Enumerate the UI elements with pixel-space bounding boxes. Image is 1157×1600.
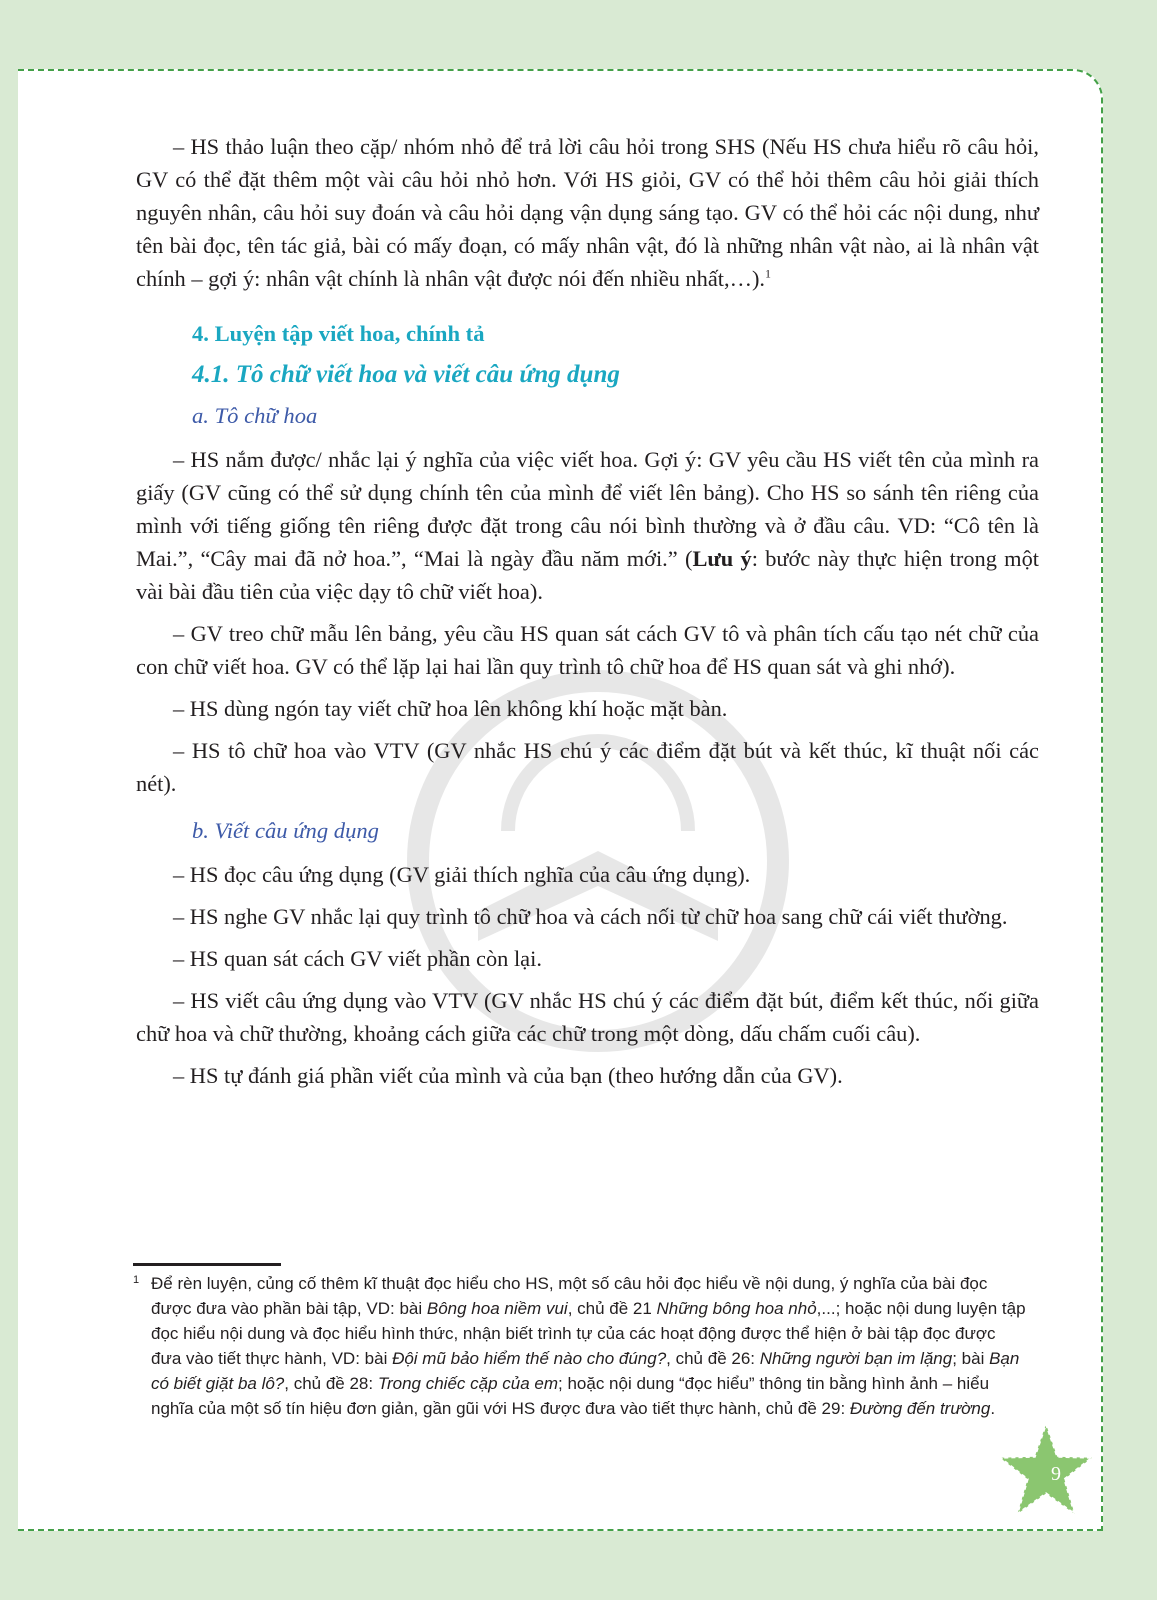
main-content <box>136 130 1039 1092</box>
footnote-divider <box>133 1263 281 1266</box>
footnote-text: Để rèn luyện, củng cố thêm kĩ thuật đọc hiểu cho HS, một số câu hỏi đọc hiểu về nội dung, ý nghĩa của bài đọc được đưa vào phần bài tập, VD: bài Bông hoa niềm vui, chủ đề 21 Những bông hoa nhỏ,...; hoặc nội dung luyện tập đọc hiểu nội dung và đọc hiểu hình thức, nhận biết trình tự của các hoạt động được thể hiện ở bài tập đọc được đưa vào tiết thực hành, VD: bài Đội mũ bảo hiểm thế nào cho đúng?, chủ đề 26: Những người bạn im lặng; bài Bạn có biết giặt ba lô?, chủ đề 28: Trong chiếc cặp của em; hoặc nội dung “đọc hiểu” thông tin bằng hình ảnh – hiểu nghĩa của một số tín hiệu đơn giản, gần gũi với HS được đưa vào tiết thực hành, chủ đề 29: Đường đến trường. <box>151 1274 1026 1418</box>
part-a-paragraph-1: – HS nắm được/ nhắc lại ý nghĩa của việc viết hoa. Gợi ý: GV yêu cầu HS viết tên của mình ra giấy (GV cũng có thể sử dụng chính tên của mình để viết lên bảng). Cho HS so sánh tên riêng của mình với tiếng giống tên riêng được đặt trong câu nói bình thường và ở đầu câu. VD: “Cô tên là Mai.”, “Cây mai đã nở hoa.”, “Mai là ngày đầu năm mới.” (Lưu ý: bước này thực hiện trong một vài bài đầu tiên của việc dạy tô chữ viết hoa). <box>136 447 1040 604</box>
part-b-paragraph-4: – HS viết câu ứng dụng vào VTV (GV nhắc HS chú ý các điểm đặt bút, điểm kết thúc, nối giữa chữ hoa và chữ thường, khoảng cách giữa các chữ trong một dòng, dấu chấm cuối câu). <box>136 988 1039 1046</box>
part-b-title: b. Viết câu ứng dụng <box>192 818 379 843</box>
part-b-paragraph-3: – HS quan sát cách GV viết phần còn lại. <box>173 946 542 971</box>
page-number: 9 <box>1051 1463 1061 1485</box>
intro-paragraph: – HS thảo luận theo cặp/ nhóm nhỏ để trả lời câu hỏi trong SHS (Nếu HS chưa hiểu rõ câu hỏi, GV có thể đặt thêm một vài câu hỏi nhỏ hơn. Với HS giỏi, GV có thể hỏi thêm câu hỏi giải thích nguyên nhân, câu hỏi suy đoán và câu hỏi dạng vận dụng sáng tạo. GV có thể hỏi các nội dung, như tên bài đọc, tên tác giả, bài có mấy đoạn, có mấy nhân vật, đó là những nhân vật nào, ai là nhân vật chính – gợi ý: nhân vật chính là nhân vật được nói đến nhiều nhất,…).$^1$ <box>136 134 1039 291</box>
note-label: Lưu ý <box>692 546 752 571</box>
part-b-paragraph-1: – HS đọc câu ứng dụng (GV giải thích nghĩa của câu ứng dụng). <box>173 862 751 887</box>
part-b-paragraph-5: – HS tự đánh giá phần viết của mình và của bạn (theo hướng dẫn của GV). <box>173 1063 843 1088</box>
footnote-ref: 1 <box>765 266 772 281</box>
subsection-heading: 4.1. Tô chữ viết hoa và viết câu ứng dụng <box>192 361 620 388</box>
footnote-number: 1 <box>133 1274 140 1286</box>
footnote <box>133 1271 1028 1421</box>
section-heading: 4. Luyện tập viết hoa, chính tả <box>192 321 485 346</box>
part-a-title: a. Tô chữ hoa <box>192 403 318 428</box>
part-a-paragraph-2: – GV treo chữ mẫu lên bảng, yêu cầu HS quan sát cách GV tô và phân tích cấu tạo nét chữ của con chữ viết hoa. GV có thể lặp lại hai lần quy trình tô chữ hoa để HS quan sát và ghi nhớ). <box>136 621 1039 679</box>
part-a-paragraph-3: – HS dùng ngón tay viết chữ hoa lên không khí hoặc mặt bàn. <box>173 696 728 721</box>
part-a-paragraph-4: – HS tô chữ hoa vào VTV (GV nhắc HS chú ý các điểm đặt bút và kết thúc, kĩ thuật nối các nét). <box>136 738 1039 796</box>
part-b-paragraph-2: – HS nghe GV nhắc lại quy trình tô chữ hoa và cách nối từ chữ hoa sang chữ cái viết thường. <box>173 904 1008 929</box>
